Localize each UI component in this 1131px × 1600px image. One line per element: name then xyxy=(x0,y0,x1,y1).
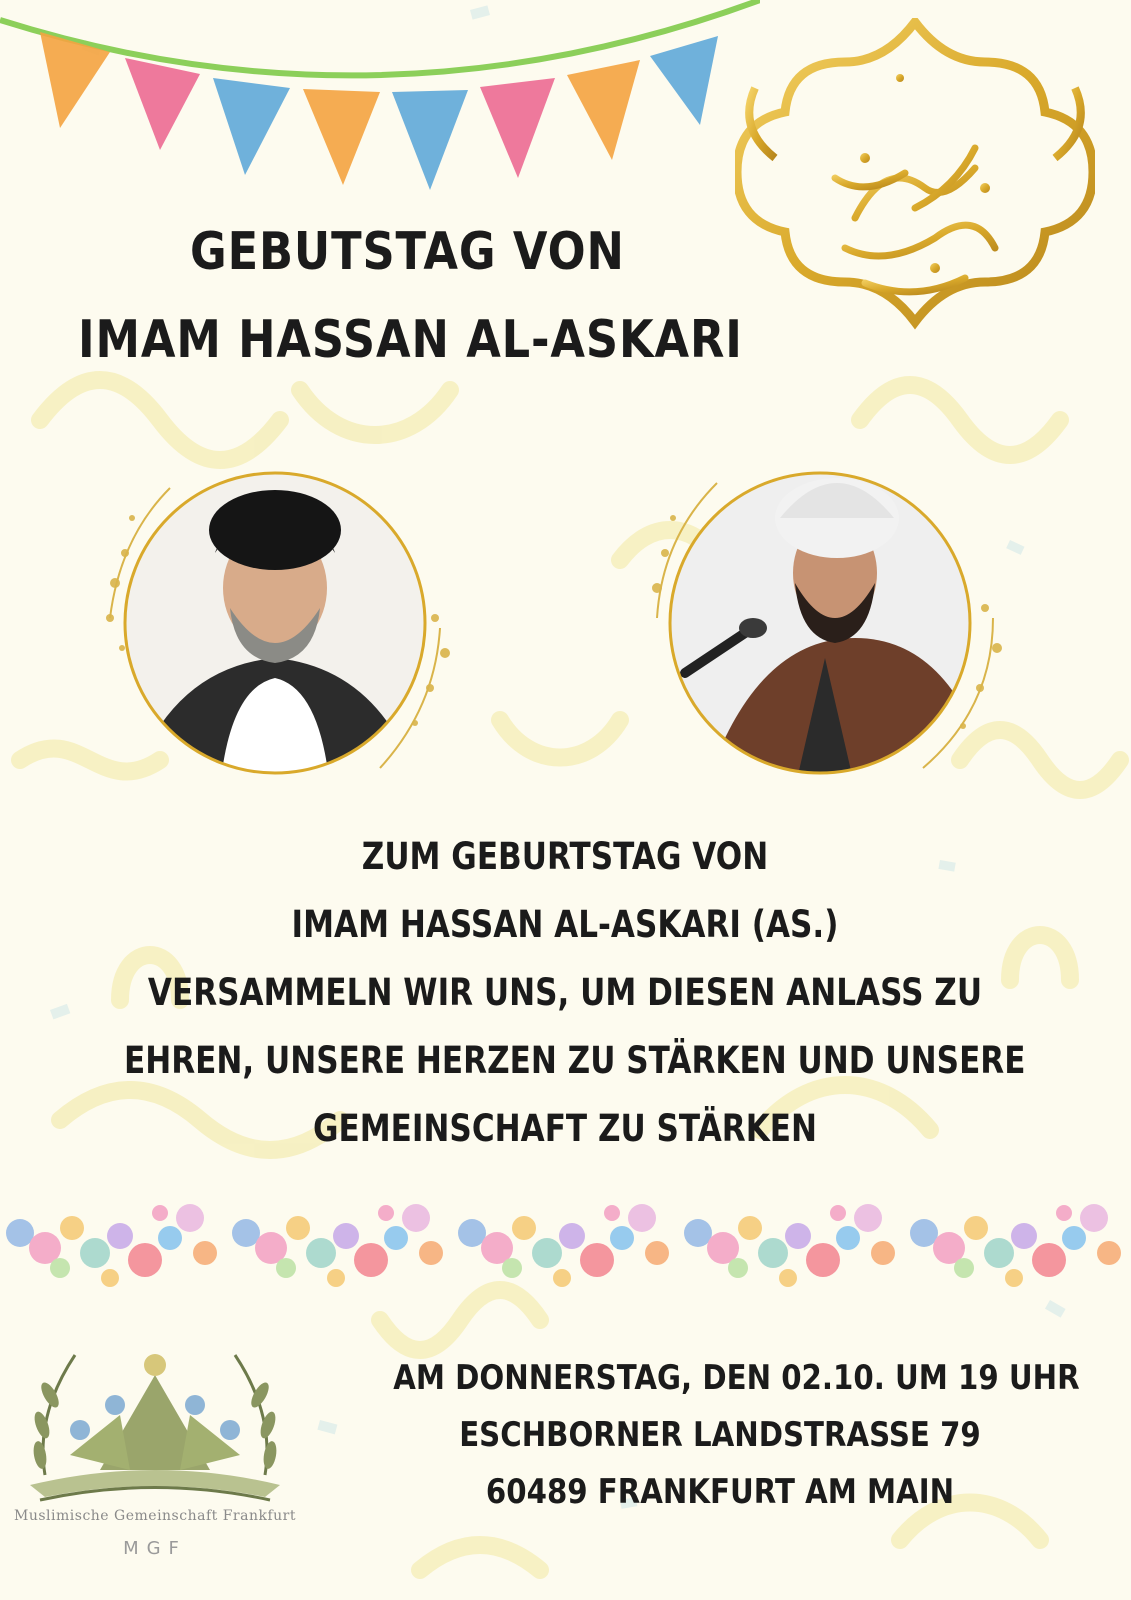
event-details xyxy=(340,1350,1100,1521)
logo-abbreviation: MGF xyxy=(123,1538,187,1559)
logo-organization-name: Muslimische Gemeinschaft Frankfurt xyxy=(14,1508,296,1524)
speaker-photo-right xyxy=(645,458,1015,788)
message-line: GEMEINSCHAFT ZU STÄRKEN xyxy=(312,1107,818,1150)
title-line-1: GEBUTSTAG VON xyxy=(190,222,625,282)
watercolor-dots-garland-icon xyxy=(0,1198,1131,1298)
portrait-left xyxy=(90,458,460,788)
event-date-time: AM DONNERSTAG, DEN 02.10. UM 19 UHR xyxy=(393,1358,1080,1398)
message-line: VERSAMMELN WIR UNS, UM DIESEN ANLASS ZU xyxy=(147,971,983,1014)
speaker-photo-left xyxy=(90,458,460,788)
event-message xyxy=(40,823,1090,1163)
message-line: EHREN, UNSERE HERZEN ZU STÄRKEN UND UNSERE xyxy=(124,1039,1026,1082)
arabic-calligraphy-emblem-icon xyxy=(735,18,1095,368)
title-line-2: IMAM HASSAN AL-ASKARI xyxy=(78,310,743,370)
message-line: ZUM GEBURTSTAG VON xyxy=(361,835,769,878)
message-line: IMAM HASSAN AL-ASKARI (AS.) xyxy=(291,903,839,946)
event-street: ESCHBORNER LANDSTRASSE 79 xyxy=(459,1415,981,1455)
portrait-right xyxy=(645,458,1015,788)
bunting-flags-icon xyxy=(0,0,760,200)
event-city: 60489 FRANKFURT AM MAIN xyxy=(485,1472,955,1512)
